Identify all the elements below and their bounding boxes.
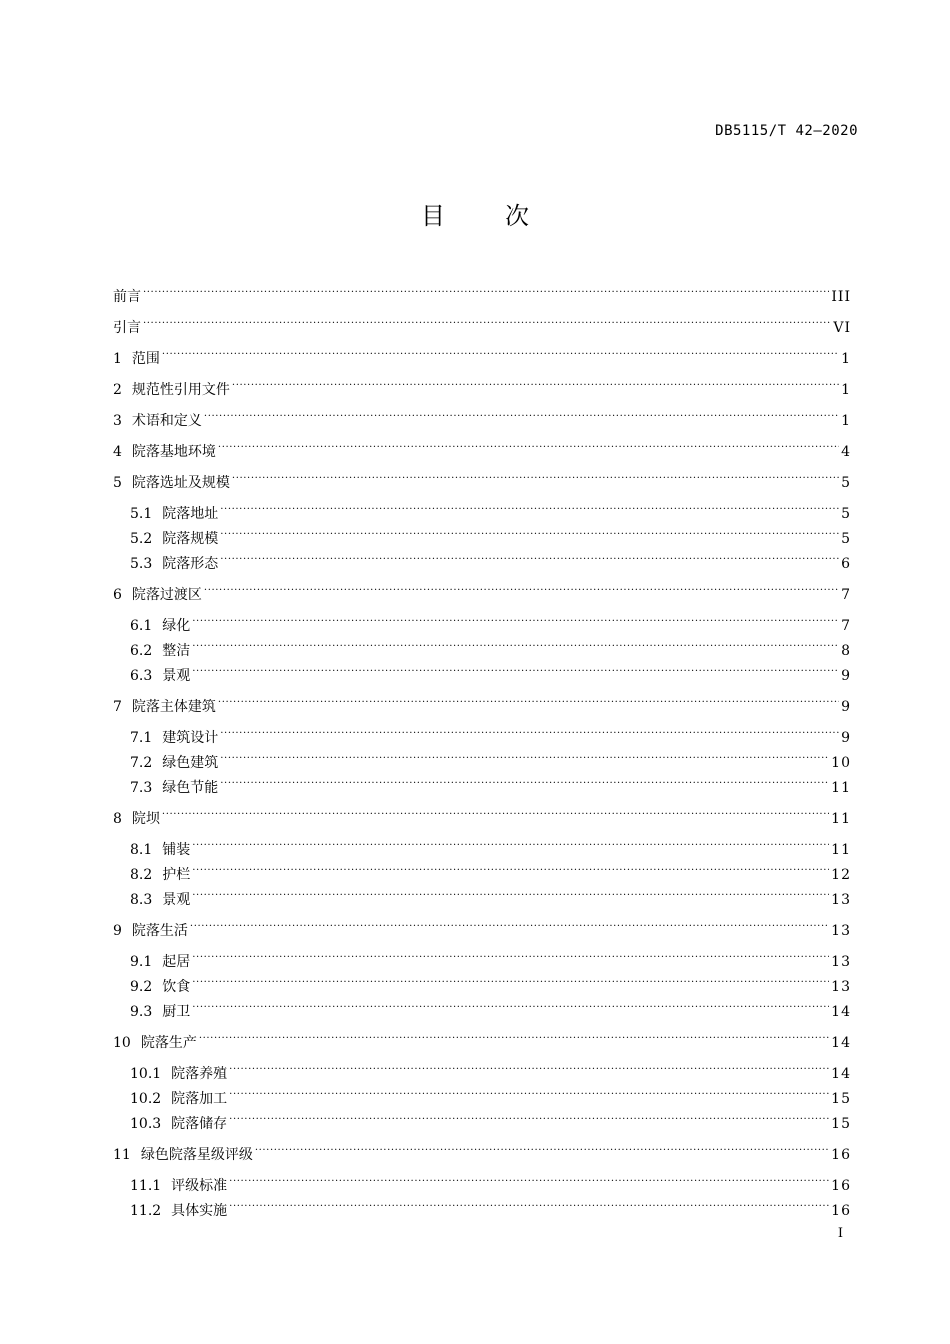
- toc-entry-number: 9.1: [130, 954, 153, 970]
- toc-dot-leader: [232, 369, 839, 394]
- toc-entry-page: 13: [831, 979, 851, 995]
- toc-dot-leader: [192, 966, 829, 991]
- toc-entry-page: 1: [841, 413, 851, 429]
- toc-entry-number: 8.3: [130, 892, 153, 908]
- toc-entry-number: 10.2: [130, 1091, 162, 1107]
- toc-entry-label: 院坝: [131, 811, 160, 827]
- toc-entry-page: 8: [841, 643, 851, 659]
- toc-dot-leader: [192, 829, 829, 854]
- toc-dot-leader: [204, 400, 839, 425]
- toc-entry[interactable]: [113, 462, 851, 491]
- toc-dot-leader: [220, 742, 829, 767]
- toc-entry[interactable]: [113, 276, 851, 305]
- toc-entry-page: VI: [833, 320, 851, 336]
- toc-entry-number: 2: [113, 382, 122, 398]
- toc-entry-label: 院落形态: [162, 556, 219, 572]
- toc-dot-leader: [232, 462, 839, 487]
- toc-entry[interactable]: [113, 1190, 851, 1219]
- toc-entry-page: 13: [831, 954, 851, 970]
- toc-dot-leader: [204, 574, 839, 599]
- toc-entry-page: 1: [841, 382, 851, 398]
- toc-entry-number: 6: [113, 587, 122, 603]
- toc-entry-label: 院落养殖: [171, 1066, 228, 1082]
- toc-entry-page: 11: [831, 842, 851, 858]
- toc-dot-leader: [220, 543, 839, 568]
- toc-entry[interactable]: [113, 910, 851, 939]
- toc-entry-page: 9: [841, 699, 851, 715]
- toc-entry[interactable]: [113, 1053, 851, 1082]
- toc-entry-page: 16: [831, 1178, 851, 1194]
- toc-entry[interactable]: [113, 941, 851, 970]
- toc-entry-number: 11.1: [130, 1178, 162, 1194]
- toc-entry-page: 9: [841, 730, 851, 746]
- toc-entry[interactable]: [113, 1103, 851, 1132]
- page-title: [0, 196, 950, 231]
- toc-dot-leader: [143, 307, 831, 332]
- toc-entry[interactable]: [113, 605, 851, 634]
- toc-entry-label: 整洁: [162, 643, 191, 659]
- document-code: DB5115/T 42—2020: [715, 123, 858, 139]
- toc-entry-label: 院落生产: [140, 1035, 197, 1051]
- toc-entry-page: 7: [841, 618, 851, 634]
- toc-entry-number: 7.1: [130, 730, 153, 746]
- toc-entry-label: 绿色院落星级评级: [140, 1147, 253, 1163]
- toc-entry-label: 院落主体建筑: [131, 699, 216, 715]
- toc-entry-number: 5.3: [130, 556, 153, 572]
- toc-entry-page: 13: [831, 892, 851, 908]
- toc-entry-page: 14: [831, 1066, 851, 1082]
- toc-entry-page: 11: [831, 811, 851, 827]
- toc-entry[interactable]: [113, 493, 851, 522]
- toc-entry-page: 13: [831, 923, 851, 939]
- toc-dot-leader: [220, 518, 839, 543]
- toc-entry-page: 15: [831, 1116, 851, 1132]
- toc-entry-label: 绿色节能: [162, 780, 219, 796]
- title-char-1: 目: [421, 202, 445, 230]
- toc-entry[interactable]: [113, 1022, 851, 1051]
- toc-entry[interactable]: [113, 543, 851, 572]
- toc-entry[interactable]: [113, 655, 851, 684]
- toc-entry[interactable]: [113, 966, 851, 995]
- toc-entry[interactable]: [113, 879, 851, 908]
- toc-entry-page: 12: [831, 867, 851, 883]
- toc-entry-page: III: [831, 289, 851, 305]
- toc-dot-leader: [143, 276, 829, 301]
- toc-entry-number: 11: [113, 1147, 131, 1163]
- toc-entry-label: 评级标准: [171, 1178, 228, 1194]
- toc-entry-label: 前言: [113, 289, 141, 305]
- toc-entry[interactable]: [113, 686, 851, 715]
- toc-dot-leader: [220, 493, 839, 518]
- toc-dot-leader: [229, 1053, 829, 1078]
- toc-dot-leader: [229, 1190, 829, 1215]
- toc-entry-label: 绿色建筑: [162, 755, 219, 771]
- toc-entry[interactable]: [113, 767, 851, 796]
- toc-entry-label: 绿化: [162, 618, 191, 634]
- toc-entry-number: 10.3: [130, 1116, 162, 1132]
- toc-entry-page: 11: [831, 780, 851, 796]
- toc-dot-leader: [199, 1022, 829, 1047]
- toc-dot-leader: [218, 686, 839, 711]
- toc-entry-number: 3: [113, 413, 122, 429]
- toc-entry-number: 6.3: [130, 668, 153, 684]
- toc-entry-page: 1: [841, 351, 851, 367]
- toc-entry-page: 14: [831, 1004, 851, 1020]
- toc-entry[interactable]: [113, 829, 851, 858]
- toc-entry-number: 8: [113, 811, 122, 827]
- toc-entry[interactable]: [113, 854, 851, 883]
- toc-entry-page: 9: [841, 668, 851, 684]
- toc-entry-page: 10: [831, 755, 851, 771]
- toc-entry-number: 8.2: [130, 867, 153, 883]
- toc-entry[interactable]: [113, 1134, 851, 1163]
- toc-entry-number: 6.2: [130, 643, 153, 659]
- toc-entry-label: 铺装: [162, 842, 191, 858]
- toc-dot-leader: [192, 854, 829, 879]
- toc-entry[interactable]: [113, 1078, 851, 1107]
- toc-dot-leader: [162, 798, 829, 823]
- toc-entry[interactable]: [113, 400, 851, 429]
- toc-entry-number: 6.1: [130, 618, 153, 634]
- toc-entry-number: 10.1: [130, 1066, 162, 1082]
- toc-entry[interactable]: [113, 991, 851, 1020]
- toc-entry-label: 范围: [131, 351, 160, 367]
- title-char-2: 次: [505, 202, 529, 230]
- toc-entry-label: 院落过渡区: [131, 587, 202, 603]
- toc-entry-page: 5: [841, 531, 851, 547]
- toc-entry[interactable]: [113, 798, 851, 827]
- toc-dot-leader: [220, 767, 829, 792]
- toc-dot-leader: [218, 431, 839, 456]
- toc-entry-number: 4: [113, 444, 122, 460]
- toc-entry-page: 7: [841, 587, 851, 603]
- toc-entry[interactable]: [113, 1165, 851, 1194]
- toc-entry-page: 5: [841, 475, 851, 491]
- toc-entry-number: 7: [113, 699, 122, 715]
- toc-dot-leader: [192, 991, 829, 1016]
- toc-dot-leader: [192, 941, 829, 966]
- toc-entry-number: 8.1: [130, 842, 153, 858]
- footer-page-number: I: [837, 1226, 843, 1241]
- toc-entry-label: 起居: [162, 954, 191, 970]
- toc-entry-number: 9.2: [130, 979, 153, 995]
- toc-entry-label: 院落地址: [162, 506, 219, 522]
- toc-entry[interactable]: [113, 717, 851, 746]
- toc-dot-leader: [220, 717, 839, 742]
- toc-entry-page: 6: [841, 556, 851, 572]
- toc-entry-label: 景观: [162, 892, 191, 908]
- toc-entry[interactable]: [113, 338, 851, 367]
- toc-entry-number: 5.1: [130, 506, 153, 522]
- toc-entry-page: 15: [831, 1091, 851, 1107]
- toc-entry-page: 16: [831, 1203, 851, 1219]
- toc-entry[interactable]: [113, 742, 851, 771]
- toc-entry[interactable]: [113, 369, 851, 398]
- toc-entry[interactable]: [113, 431, 851, 460]
- toc-entry-page: 5: [841, 506, 851, 522]
- toc-entry-number: 1: [113, 351, 122, 367]
- toc-entry-label: 术语和定义: [131, 413, 202, 429]
- toc-entry-label: 院落规模: [162, 531, 219, 547]
- toc-dot-leader: [192, 655, 839, 680]
- toc-entry-label: 厨卫: [162, 1004, 191, 1020]
- toc-entry-page: 16: [831, 1147, 851, 1163]
- toc-entry-page: 14: [831, 1035, 851, 1051]
- toc-entry-label: 建筑设计: [162, 730, 219, 746]
- toc-entry-label: 规范性引用文件: [131, 382, 230, 398]
- toc-dot-leader: [229, 1078, 829, 1103]
- toc-dot-leader: [192, 605, 839, 630]
- toc-entry-label: 院落生活: [131, 923, 188, 939]
- toc-entry-number: 10: [113, 1035, 131, 1051]
- toc-dot-leader: [255, 1134, 829, 1159]
- toc-entry-number: 7.3: [130, 780, 153, 796]
- table-of-contents: [113, 276, 851, 1219]
- toc-entry-number: 5: [113, 475, 122, 491]
- toc-dot-leader: [162, 338, 839, 363]
- toc-entry-number: 11.2: [130, 1203, 162, 1219]
- toc-entry-label: 院落储存: [171, 1116, 228, 1132]
- toc-entry-label: 护栏: [162, 867, 191, 883]
- toc-entry[interactable]: [113, 518, 851, 547]
- toc-entry[interactable]: [113, 574, 851, 603]
- toc-entry-label: 院落基地环境: [131, 444, 216, 460]
- toc-dot-leader: [190, 910, 829, 935]
- toc-entry-label: 院落加工: [171, 1091, 228, 1107]
- toc-entry-label: 饮食: [162, 979, 191, 995]
- toc-entry-number: 9: [113, 923, 122, 939]
- toc-entry-number: 5.2: [130, 531, 153, 547]
- toc-entry-page: 4: [841, 444, 851, 460]
- toc-dot-leader: [192, 630, 839, 655]
- toc-entry-number: 9.3: [130, 1004, 153, 1020]
- toc-dot-leader: [192, 879, 829, 904]
- toc-entry[interactable]: [113, 630, 851, 659]
- toc-entry[interactable]: [113, 307, 851, 336]
- toc-dot-leader: [229, 1103, 829, 1128]
- toc-entry-label: 景观: [162, 668, 191, 684]
- toc-dot-leader: [229, 1165, 829, 1190]
- toc-entry-label: 具体实施: [171, 1203, 228, 1219]
- toc-entry-number: 7.2: [130, 755, 153, 771]
- toc-entry-label: 引言: [113, 320, 141, 336]
- toc-entry-label: 院落选址及规模: [131, 475, 230, 491]
